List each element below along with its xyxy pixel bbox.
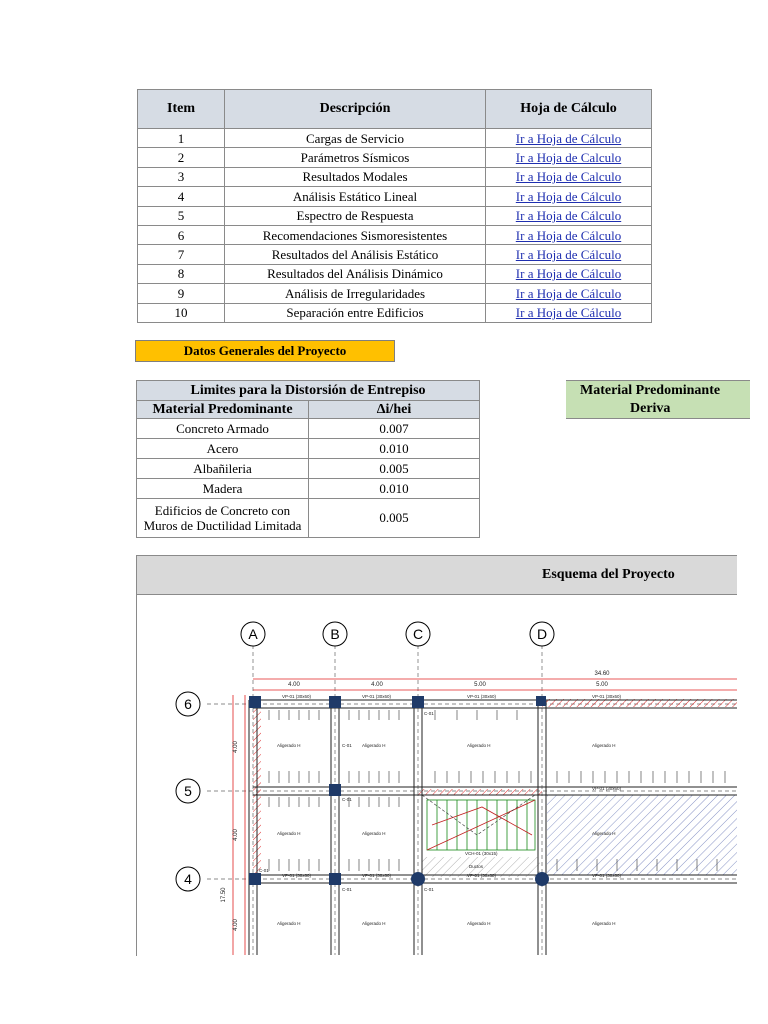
svg-text:VP-01 (30x60): VP-01 (30x60): [592, 694, 622, 699]
dim-top: 4.00: [371, 682, 383, 688]
svg-text:Aligerado H: Aligerado H: [277, 921, 301, 926]
axis-label-b: B: [330, 626, 340, 642]
table-row: [138, 284, 652, 303]
axis-label-5: 5: [184, 783, 192, 799]
sheet-link[interactable]: Ir a Hoja de Cálculo: [486, 284, 652, 303]
dim-top: 5.00: [596, 682, 608, 688]
svg-text:C-01: C-01: [424, 711, 434, 716]
drift-header: Δi/hei: [309, 401, 480, 419]
svg-text:VP-01 (30x60): VP-01 (30x60): [467, 873, 497, 878]
svg-text:VP-01 (30x60): VP-01 (30x60): [362, 873, 392, 878]
col-desc-header: Descripción: [225, 90, 486, 129]
svg-text:VCH-01 (30x15): VCH-01 (30x15): [465, 851, 498, 856]
item-description: Separación entre Edificios: [225, 303, 486, 322]
limit-material: Acero: [137, 439, 309, 459]
item-number: 2: [138, 148, 225, 167]
item-number: 1: [138, 129, 225, 148]
item-number: 4: [138, 187, 225, 206]
svg-text:VP-01 (30x60): VP-01 (30x60): [362, 694, 392, 699]
limit-value: 0.005: [309, 499, 480, 538]
item-description: Resultados del Análisis Estático: [225, 245, 486, 264]
table-row: [138, 187, 652, 206]
material-box-row1: Material Predominante: [566, 380, 750, 400]
item-description: Cargas de Servicio: [225, 129, 486, 148]
col-sheet-header: Hoja de Cálculo: [486, 90, 652, 129]
project-schema-panel: [136, 555, 737, 956]
limit-material: Madera: [137, 479, 309, 499]
table-row: [138, 167, 652, 186]
table-row: [138, 148, 652, 167]
sheet-link[interactable]: Ir a Hoja de Cálculo: [486, 225, 652, 244]
index-table: [137, 89, 652, 323]
svg-text:Aligerado H: Aligerado H: [362, 921, 386, 926]
sheet-link[interactable]: Ir a Hoja de Calculo: [486, 167, 652, 186]
svg-text:C-01: C-01: [342, 887, 352, 892]
sheet-link[interactable]: Ir a Hoja de Cálculo: [486, 129, 652, 148]
svg-text:C-01: C-01: [424, 887, 434, 892]
axis-label-d: D: [536, 626, 548, 642]
svg-text:Aligerado H: Aligerado H: [277, 743, 301, 748]
dim-left: 4.00: [233, 829, 239, 841]
item-description: Espectro de Respuesta: [225, 206, 486, 225]
axis-label-6: 6: [184, 696, 192, 712]
sheet-link[interactable]: Ir a Hoja de Cálculo: [486, 187, 652, 206]
axis-label-a: A: [248, 626, 258, 642]
hatched-wall: [418, 789, 542, 795]
item-number: 9: [138, 284, 225, 303]
item-description: Parámetros Sísmicos: [225, 148, 486, 167]
limit-material: Albañileria: [137, 459, 309, 479]
svg-text:VP-01 (30x60): VP-01 (30x60): [592, 786, 622, 791]
svg-text:Ductos: Ductos: [469, 864, 484, 869]
stair-guide: [422, 795, 535, 835]
hatched-slab-area: [547, 795, 737, 875]
dim-left: 4.00: [233, 741, 239, 753]
item-description: Resultados del Análisis Dinámico: [225, 264, 486, 283]
axis-label-c: C: [412, 626, 424, 642]
item-description: Análisis de Irregularidades: [225, 284, 486, 303]
sheet-link[interactable]: Ir a Hoja de Calculo: [486, 148, 652, 167]
svg-text:VP-01 (30x60): VP-01 (30x60): [282, 694, 312, 699]
table-row: [138, 225, 652, 244]
limit-value: 0.010: [309, 479, 480, 499]
general-data-button[interactable]: Datos Generales del Proyecto: [135, 340, 395, 362]
drift-limits-table: [136, 380, 480, 538]
item-number: 6: [138, 225, 225, 244]
item-number: 5: [138, 206, 225, 225]
item-description: Recomendaciones Sismoresistentes: [225, 225, 486, 244]
material-header: Material Predominante: [137, 401, 309, 419]
item-description: Resultados Modales: [225, 167, 486, 186]
limit-material: Concreto Armado: [137, 419, 309, 439]
dim-top: 5.00: [474, 682, 486, 688]
sheet-link[interactable]: Ir a Hoja de Cálculo: [486, 303, 652, 322]
dim-left-total: 17.50: [221, 887, 227, 903]
svg-text:Aligerado H: Aligerado H: [277, 831, 301, 836]
table-row: [138, 303, 652, 322]
dim-total: 34.60: [594, 671, 610, 677]
item-description: Análisis Estático Lineal: [225, 187, 486, 206]
table-row: [138, 264, 652, 283]
col-item-header: Item: [138, 90, 225, 129]
svg-text:Aligerado H: Aligerado H: [362, 831, 386, 836]
limit-value: 0.010: [309, 439, 480, 459]
dim-top: 4.00: [288, 682, 300, 688]
item-number: 3: [138, 167, 225, 186]
table-row: [138, 129, 652, 148]
sheet-link[interactable]: Ir a Hoja de Cálculo: [486, 264, 652, 283]
table-row: [138, 206, 652, 225]
schema-header: [137, 556, 737, 595]
stair-arrows: [427, 800, 535, 850]
limits-title: Limites para la Distorsión de Entrepiso: [137, 381, 480, 401]
svg-text:Aligerado H: Aligerado H: [467, 743, 491, 748]
dim-left: 4.00: [233, 919, 239, 931]
table-row: [138, 245, 652, 264]
limit-value: 0.007: [309, 419, 480, 439]
svg-text:VP-01 (30x60): VP-01 (30x60): [592, 873, 622, 878]
axis-label-4: 4: [184, 871, 192, 887]
item-number: 8: [138, 264, 225, 283]
svg-text:VP-01 (30x60): VP-01 (30x60): [282, 873, 312, 878]
sheet-link[interactable]: Ir a Hoja de Cálculo: [486, 206, 652, 225]
svg-text:C-01: C-01: [342, 797, 352, 802]
schema-title: Esquema del Proyecto: [542, 567, 675, 582]
item-number: 7: [138, 245, 225, 264]
svg-text:Aligerado H: Aligerado H: [362, 743, 386, 748]
limit-material: Edificios de Concreto con Muros de Ductilidad Limitada: [137, 499, 309, 538]
svg-text:Aligerado H: Aligerado H: [592, 831, 616, 836]
limit-value: 0.005: [309, 459, 480, 479]
svg-text:Aligerado H: Aligerado H: [592, 921, 616, 926]
svg-text:C-01: C-01: [342, 743, 352, 748]
material-box-row2: Deriva: [566, 400, 750, 419]
svg-text:Aligerado H: Aligerado H: [592, 743, 616, 748]
svg-text:C-01: C-01: [259, 868, 269, 873]
floor-plan-drawing: [137, 595, 737, 955]
sheet-link[interactable]: Ir a Hoja de Cálculo: [486, 245, 652, 264]
svg-text:VP-01 (30x60): VP-01 (30x60): [467, 694, 497, 699]
item-number: 10: [138, 303, 225, 322]
svg-text:Aligerado H: Aligerado H: [467, 921, 491, 926]
